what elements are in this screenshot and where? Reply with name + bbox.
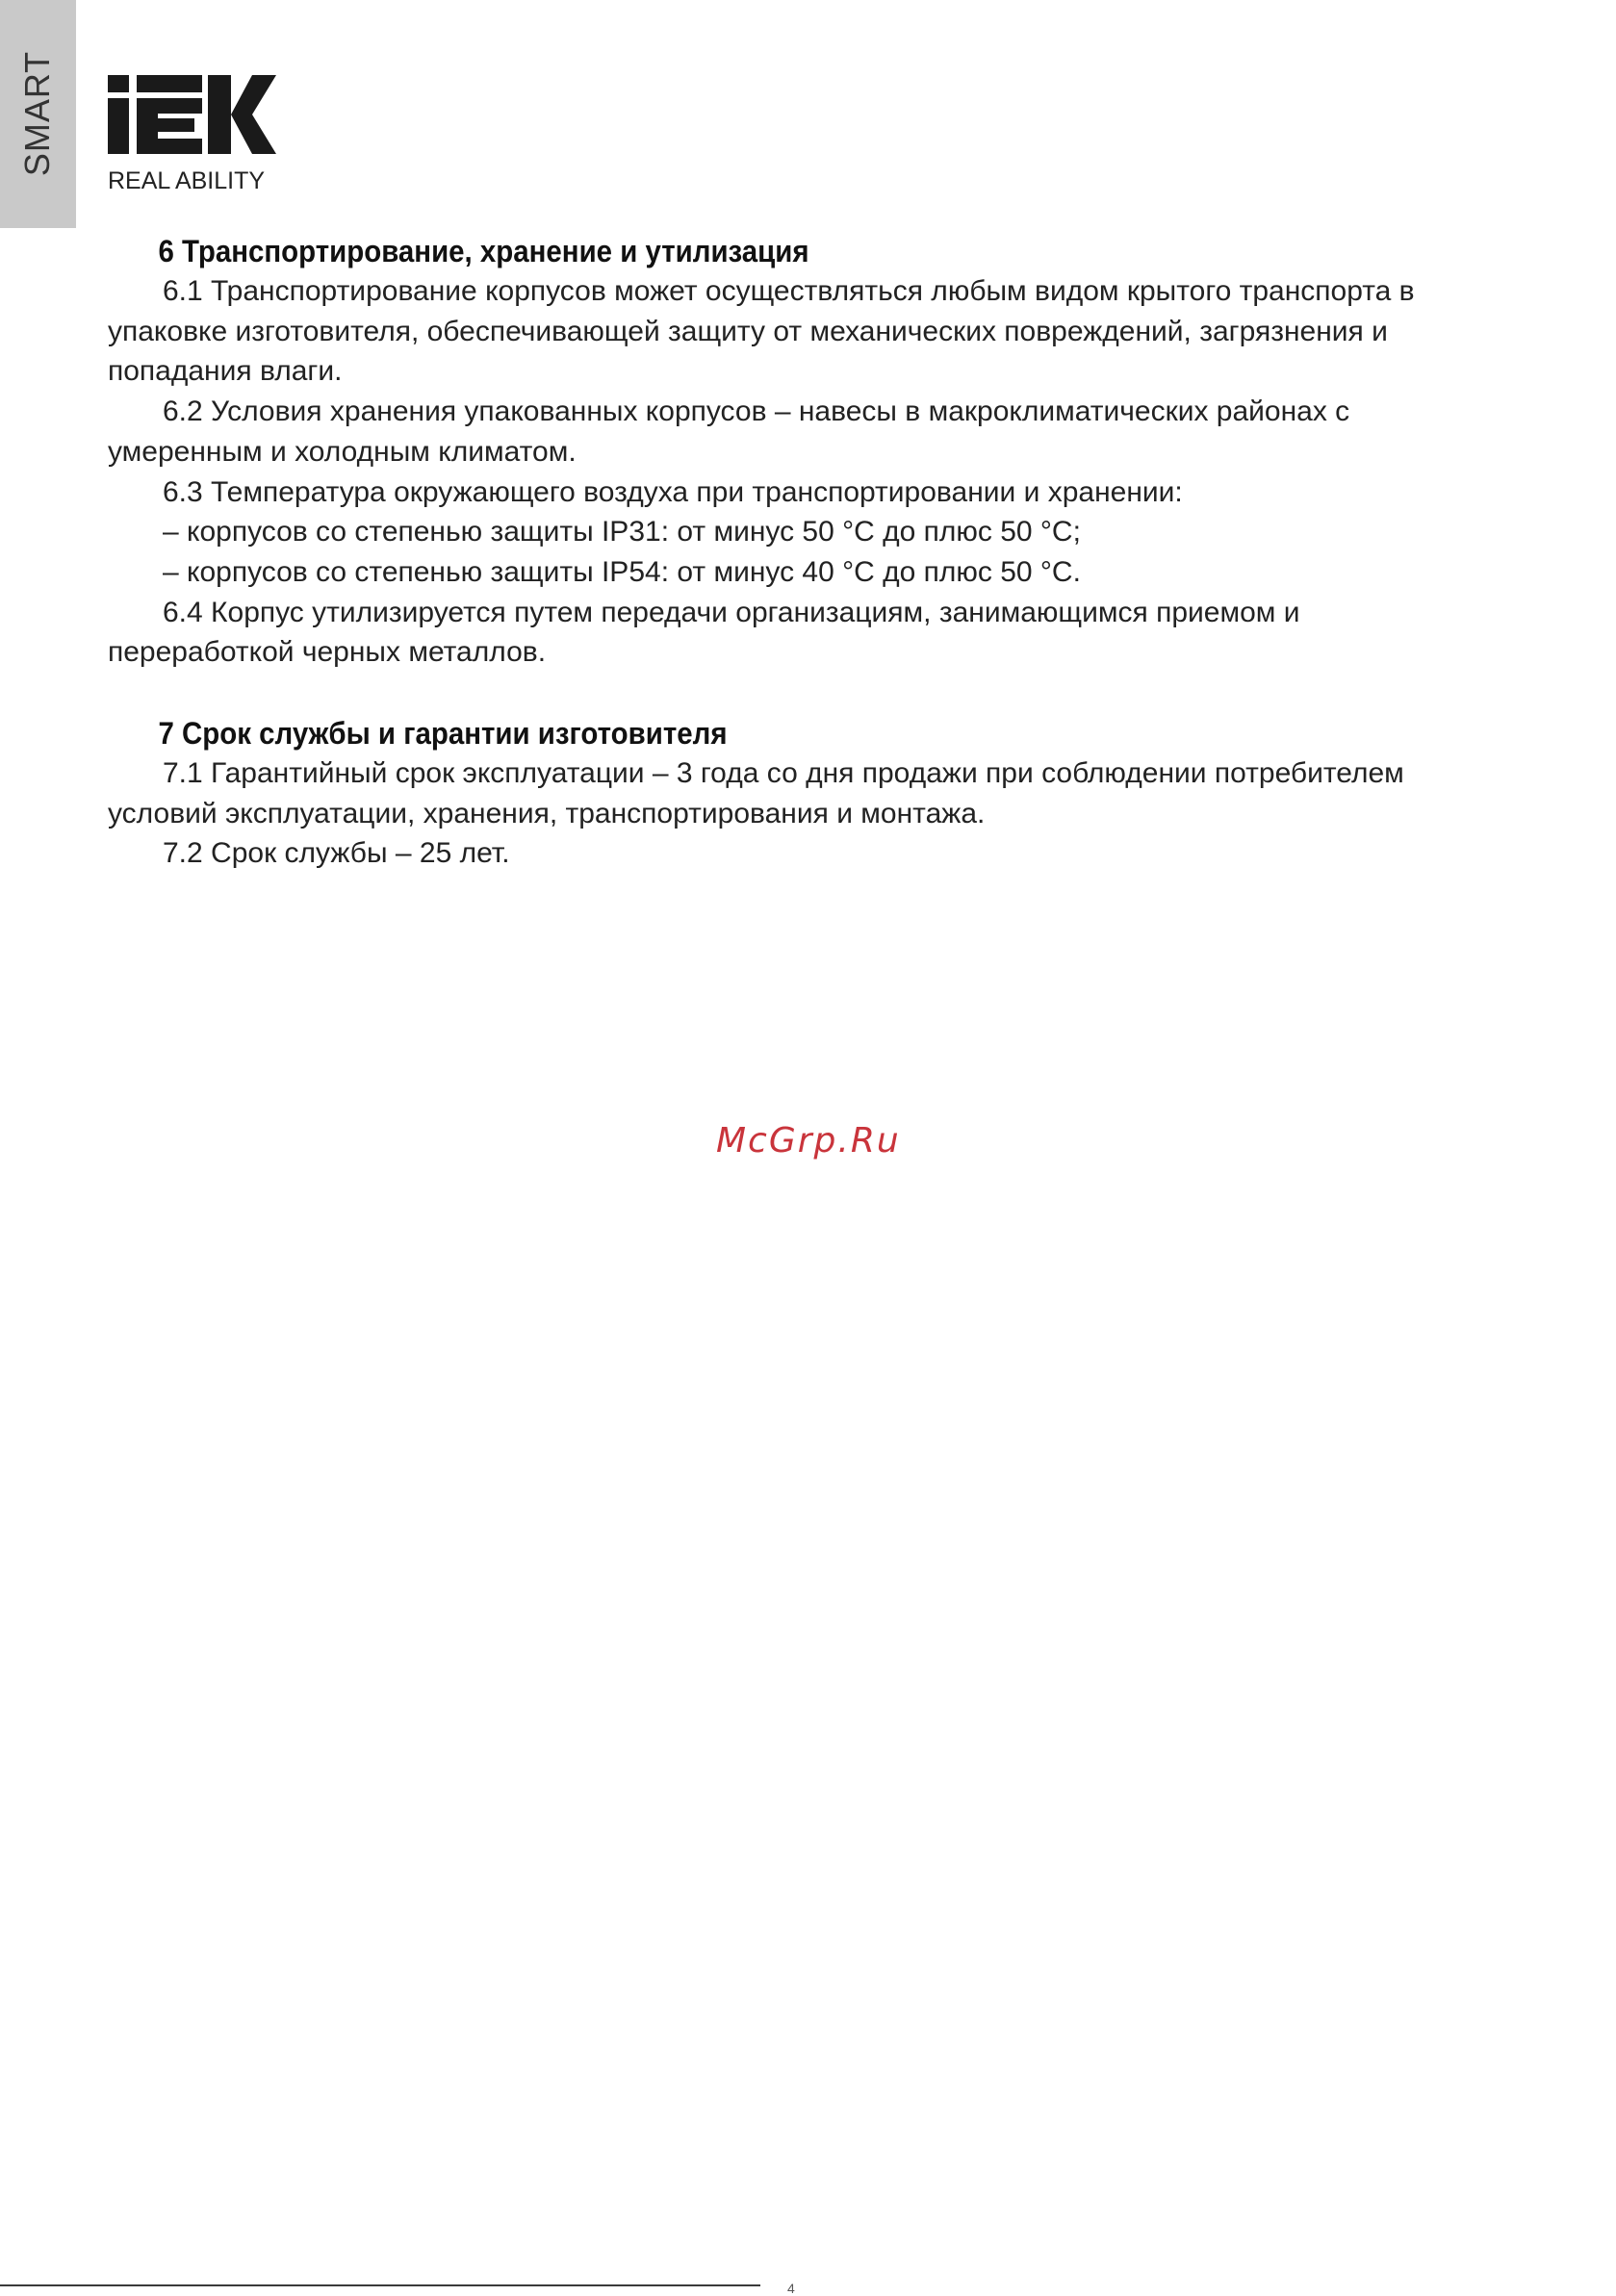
section-warranty: [108, 713, 1475, 874]
section-heading: 7 Срок службы и гарантии изготовителя: [158, 716, 728, 752]
paragraph: 6.3 Температура окружающего воздуха при транспортировании и хранении:: [163, 475, 1183, 508]
section-transport: [108, 231, 1475, 673]
paragraph: 6.4 Корпус утилизируется путем передачи организациям, занимающимся приемом и переработкой черных металлов.: [108, 596, 1300, 669]
section-heading: 6 Транспортирование, хранение и утилизация: [158, 234, 809, 268]
paragraph: 6.1 Транспортирование корпусов может осуществляться любым видом крытого транспорта в упаковке изготовителя, обеспечивающей защиту от механических повреждений, загрязнения и попадания влаги.: [108, 275, 1415, 388]
paragraph: 6.2 Условия хранения упакованных корпусов – навесы в макроклиматических районах с умеренным и холодным климатом.: [108, 395, 1350, 468]
document-body: [108, 231, 1475, 874]
list-item: – корпусов со степенью защиты IP54: от минус 40 °С до плюс 50 °С.: [163, 555, 1081, 588]
paragraph: 7.2 Срок службы – 25 лет.: [163, 837, 510, 870]
footer-rule: [0, 2284, 760, 2286]
side-tab: [0, 0, 76, 228]
section-gap: [108, 673, 1475, 713]
page-number: 4: [787, 2281, 795, 2296]
side-tab-label: SMART: [17, 50, 57, 177]
list-item: – корпусов со степенью защиты IP31: от минус 50 °С до плюс 50 °С;: [163, 516, 1081, 548]
brand-tagline: REAL ABILITY: [108, 167, 266, 194]
iek-logo: [108, 75, 276, 154]
paragraph: 7.1 Гарантийный срок эксплуатации – 3 года со дня продажи при соблюдении потребителем условий эксплуатации, хранения, транспортирования и монтажа.: [108, 757, 1404, 829]
watermark-link[interactable]: McGrp.Ru: [716, 1121, 901, 1161]
